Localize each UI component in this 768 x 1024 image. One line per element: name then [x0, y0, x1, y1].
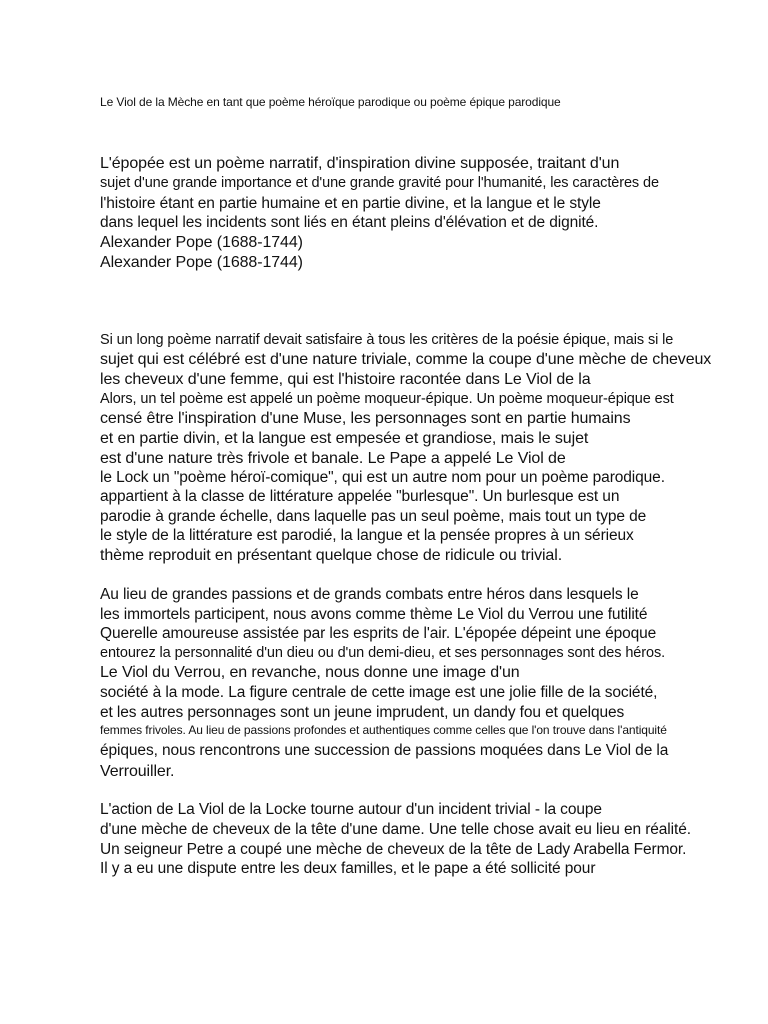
paragraph-line: le Lock un "poème héroï-comique", qui est un autre nom pour un poème parodique. — [100, 469, 665, 486]
paragraph-line: les immortels participent, nous avons comme thème Le Viol du Verrou une futilité — [100, 606, 648, 623]
quote-line: L'épopée est un poème narratif, d'inspiration divine supposée, traitant d'un — [100, 155, 620, 172]
paragraph-line: Au lieu de grandes passions et de grands combats entre héros dans lesquels le — [100, 586, 639, 603]
paragraph-line: Un seigneur Petre a coupé une mèche de cheveux de la tête de Lady Arabella Fermor. — [100, 841, 687, 858]
paragraph-line: et en partie divin, et la langue est empesée et grandiose, mais le sujet — [100, 430, 589, 447]
paragraph-line: Si un long poème narratif devait satisfaire à tous les critères de la poésie épique, mais si le — [100, 332, 674, 348]
paragraph-line: d'une mèche de cheveux de la tête d'une dame. Une telle chose avait eu lieu en réalité. — [100, 821, 691, 838]
quote-line: l'histoire étant en partie humaine et en partie divine, et la langue et le style — [100, 195, 601, 212]
quote-line: sujet d'une grande importance et d'une grande gravité pour l'humanité, les caractères de — [100, 175, 659, 191]
paragraph-line: Le Viol du Verrou, en revanche, nous donne une image d'un — [100, 664, 520, 681]
paragraph-line: et les autres personnages sont un jeune imprudent, un dandy fou et quelques — [100, 704, 625, 721]
paragraph-line: les cheveux d'une femme, qui est l'histoire racontée dans Le Viol de la — [100, 371, 591, 388]
paragraph-line: Verrouiller. — [100, 763, 175, 780]
paragraph-line: censé être l'inspiration d'une Muse, les personnages sont en partie humains — [100, 410, 631, 427]
paragraph-line: L'action de La Viol de la Locke tourne autour d'un incident trivial - la coupe — [100, 801, 602, 818]
paragraph-line: est d'une nature très frivole et banale. Le Pape a appelé Le Viol de — [100, 450, 566, 467]
paragraph-line: le style de la littérature est parodié, la langue et la pensée propres à un sérieux — [100, 527, 634, 544]
paragraph-line: Alors, un tel poème est appelé un poème moqueur-épique. Un poème moqueur-épique est — [100, 391, 674, 407]
paragraph-line: Querelle amoureuse assistée par les esprits de l'air. L'épopée dépeint une époque — [100, 625, 657, 642]
paragraph-line: appartient à la classe de littérature appelée "burlesque". Un burlesque est un — [100, 488, 620, 505]
paragraph-line: entourez la personnalité d'un dieu ou d'un demi-dieu, et ses personnages sont des héros. — [100, 645, 666, 661]
quote-author: Alexander Pope (1688-1744) — [100, 254, 303, 271]
document-title: Le Viol de la Mèche en tant que poème héroïque parodique ou poème épique parodique — [100, 95, 561, 109]
paragraph-line: parodie à grande échelle, dans laquelle pas un seul poème, mais tout un type de — [100, 508, 647, 525]
paragraph-line: épiques, nous rencontrons une succession de passions moquées dans Le Viol de la — [100, 742, 669, 759]
paragraph-line: Il y a eu une dispute entre les deux familles, et le pape a été sollicité pour — [100, 860, 596, 877]
paragraph-line: sujet qui est célébré est d'une nature triviale, comme la coupe d'une mèche de cheveux — [100, 351, 712, 368]
quote-line: dans lequel les incidents sont liés en étant pleins d'élévation et de dignité. — [100, 214, 599, 231]
quote-author: Alexander Pope (1688-1744) — [100, 234, 303, 251]
paragraph-line: thème reproduit en présentant quelque chose de ridicule ou trivial. — [100, 547, 563, 564]
paragraph-line: société à la mode. La figure centrale de cette image est une jolie fille de la société, — [100, 684, 658, 701]
paragraph-line: femmes frivoles. Au lieu de passions profondes et authentiques comme celles que l'on trouve dans l'antiquité — [100, 723, 667, 737]
